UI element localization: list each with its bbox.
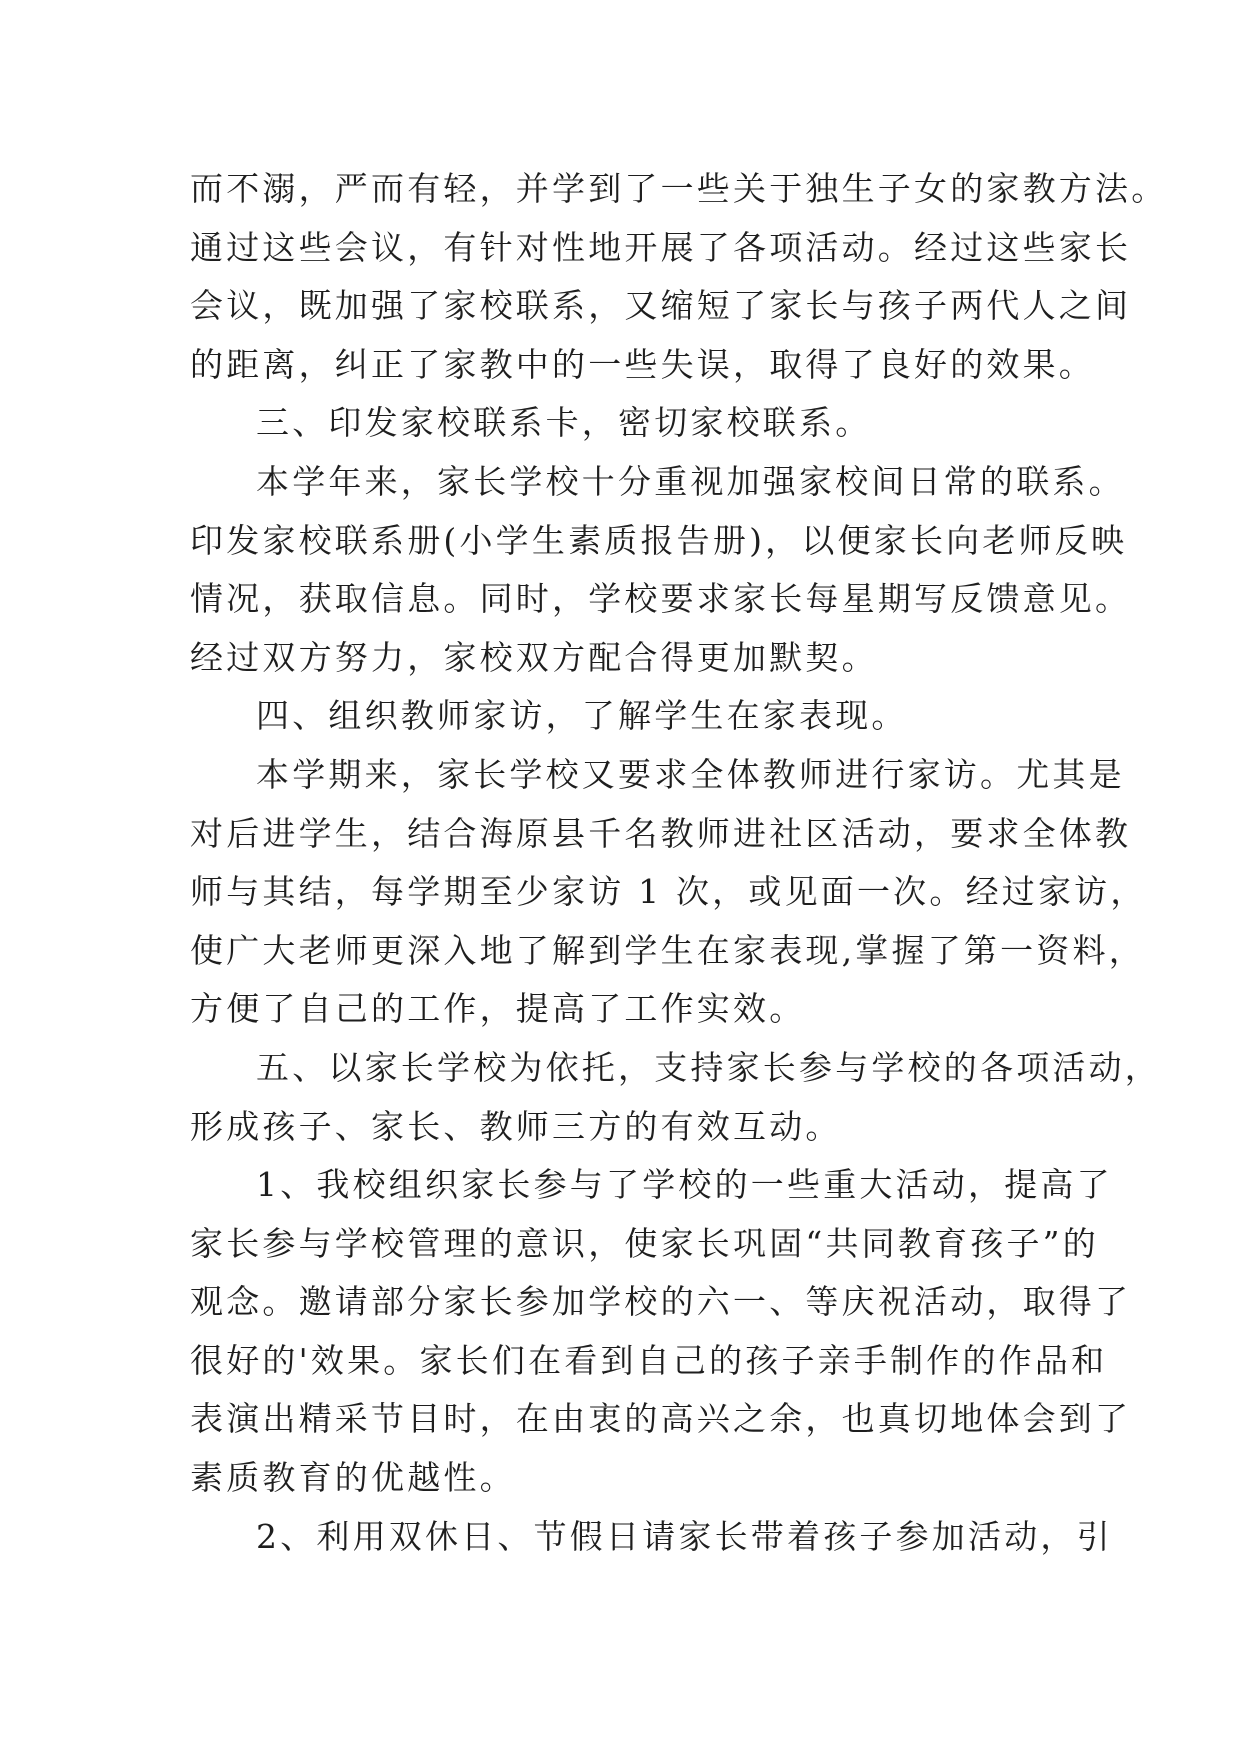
text-line: 观念。邀请部分家长参加学校的六一、等庆祝活动，取得了 xyxy=(190,1282,1132,1322)
list-item: 1、我校组织家长参与了学校的一些重大活动，提高了 xyxy=(256,1165,1113,1205)
text-line: 师与其结，每学期至少家访 1 次，或见面一次。经过家访， xyxy=(190,872,1147,912)
text-line: 而不溺，严而有轻，并学到了一些关于独生子女的家教方法。 xyxy=(190,169,1168,208)
text-line: 情况，获取信息。同时，学校要求家长每星期写反馈意见。 xyxy=(190,579,1132,619)
text-line: 本学年来，家长学校十分重视加强家校间日常的联系。 xyxy=(256,461,1125,501)
text-line: 本学期来，家长学校又要求全体教师进行家访。尤其是 xyxy=(256,754,1125,794)
section-heading: 五、以家长学校为依托，支持家长参与学校的各项活动， xyxy=(256,1047,1161,1087)
text-line: 使广大老师更深入地了解到学生在家表现,掌握了第一资料， xyxy=(190,930,1145,970)
text-line: 方便了自己的工作，提高了工作实效。 xyxy=(190,989,806,1029)
text-line: 很好的'效果。家长们在看到自己的孩子亲手制作的作品和 xyxy=(190,1340,1108,1380)
body-text xyxy=(190,160,1168,1566)
text-line: 的距离，纠正了家教中的一些失误，取得了良好的效果。 xyxy=(190,344,1095,384)
text-line: 素质教育的优越性。 xyxy=(190,1458,516,1498)
text-line: 表演出精采节目时，在由衷的高兴之余，也真切地体会到了 xyxy=(190,1399,1132,1439)
list-item: 2、利用双休日、节假日请家长带着孩子参加活动，引 xyxy=(256,1516,1113,1556)
text-line: 会议，既加强了家校联系，又缩短了家长与孩子两代人之间 xyxy=(190,286,1132,326)
text-line: 对后进学生，结合海原县千名教师进社区活动，要求全体教 xyxy=(190,813,1132,853)
text-line: 经过双方努力，家校双方配合得更加默契。 xyxy=(190,637,878,677)
text-line: 家长参与学校管理的意识，使家长巩固“共同教育孩子”的 xyxy=(190,1223,1099,1263)
text-line: 形成孩子、家长、教师三方的有效互动。 xyxy=(190,1106,842,1146)
section-heading: 四、组织教师家访，了解学生在家表现。 xyxy=(256,696,908,736)
section-heading: 三、印发家校联系卡，密切家校联系。 xyxy=(256,403,872,443)
text-line: 印发家校联系册(小学生素质报告册)，以便家长向老师反映 xyxy=(190,520,1128,560)
text-line: 通过这些会议，有针对性地开展了各项活动。经过这些家长 xyxy=(190,227,1132,267)
